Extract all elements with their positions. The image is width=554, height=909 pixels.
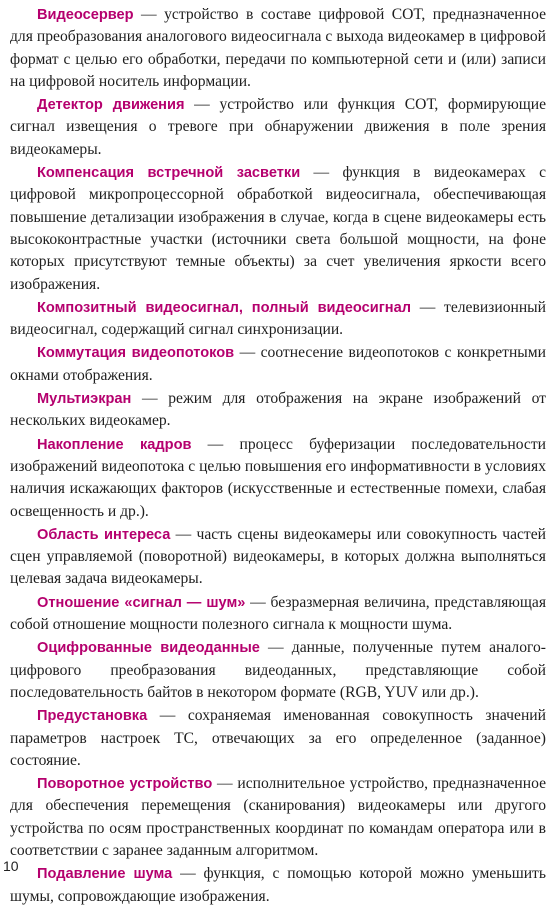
glossary-entry xyxy=(10,434,546,523)
glossary-entry xyxy=(10,94,546,161)
page-number: 10 xyxy=(3,858,19,874)
term: Композитный видеосигнал, полный видеосигнал xyxy=(37,299,411,316)
glossary-entry xyxy=(10,637,546,704)
definition: — данные, полученные путем аналого-цифрового преобразования видеоданных, представляющие собой последовательность байтов в некотором формате (RGB, YUV или др.). xyxy=(10,639,546,701)
glossary-entry xyxy=(10,388,546,433)
term: Видеосервер xyxy=(37,7,134,23)
term: Компенсация встречной засветки xyxy=(37,165,301,182)
term: Подавление шума xyxy=(37,866,173,883)
term: Поворотное устройство xyxy=(37,776,213,793)
definition: — исполнительное устройство, предназначенное для обеспечения перемещения (сканирования) видеокамеры или другого устройства по осям пространственных координат по командам оператора или в соответствии с заранее заданным алгоритмом. xyxy=(10,775,546,859)
definition: — устройство или функция СОТ, формирующие сигнал извещения о тревоге при обнаружении движения в поле зрения видеокамеры. xyxy=(10,96,546,158)
glossary-entry xyxy=(10,162,546,296)
definition: — функция, с помощью которой можно уменьшить шумы, сопровождающие изображения. xyxy=(10,865,546,905)
glossary-entry xyxy=(10,863,546,908)
glossary-entry xyxy=(10,705,546,772)
term: Коммутация видеопотоков xyxy=(37,345,235,362)
definition: — телевизионный видеосигнал, содержащий сигнал синхронизации. xyxy=(10,298,547,339)
definition: — устройство в составе цифровой СОТ, предназначенное для преобразования аналогового видеосигнала с выхода видеокамер в цифровой формат с целью его обработки, передачи по компьютерной сети и (или) записи на цифровой носитель информации. xyxy=(10,6,546,90)
glossary-entry xyxy=(10,524,546,591)
glossary-entry xyxy=(10,773,546,862)
term: Оцифрованные видеоданные xyxy=(37,640,260,657)
term: Область интереса xyxy=(37,526,171,543)
glossary-entry xyxy=(10,592,546,637)
term: Предустановка xyxy=(37,708,148,725)
glossary-entry xyxy=(10,4,546,93)
term: Накопление кадров xyxy=(37,436,192,453)
term: Детектор движения xyxy=(37,97,185,114)
term: Мультиэкран xyxy=(37,391,132,408)
definition: — процесс буферизации последовательности изображений видеопотока с целью повышения его информативности в условиях наличия искажающих факторов (искусственные и естественные помехи, слабая освещенность и др.). xyxy=(10,435,546,520)
glossary-body xyxy=(10,4,546,909)
definition: — безразмерная величина, представляющая собой отношение мощности полезного сигнала к мощности шума. xyxy=(10,593,547,634)
definition: — режим для отображения на экране изображений от нескольких видеокамер. xyxy=(10,390,546,430)
glossary-entry xyxy=(10,297,546,342)
definition: — соотнесение видеопотоков с конкретными окнами отображения. xyxy=(10,344,546,384)
definition: — функция в видеокамерах с цифровой микропроцессорной обработкой видеосигнала, обеспечивающая повышение детализации изображения в случае, когда в сцене видеокамеры есть высококонтрастные участки (источники света большой мощности, на фоне которых присутствуют темные объекты) за счет увеличения яркости всего изображения. xyxy=(10,164,547,293)
definition: — часть сцены видеокамеры или совокупность частей сцен управляемой (поворотной) видеокамеры, в которых должна выполняться целевая задача видеокамеры. xyxy=(10,525,547,588)
definition: — сохраняемая именованная совокупность значений параметров настроек ТС, отвечающих за его определенное (заданное) состояние. xyxy=(10,707,546,769)
term: Отношение «сигнал — шум» xyxy=(37,594,246,611)
glossary-entry xyxy=(10,342,546,387)
